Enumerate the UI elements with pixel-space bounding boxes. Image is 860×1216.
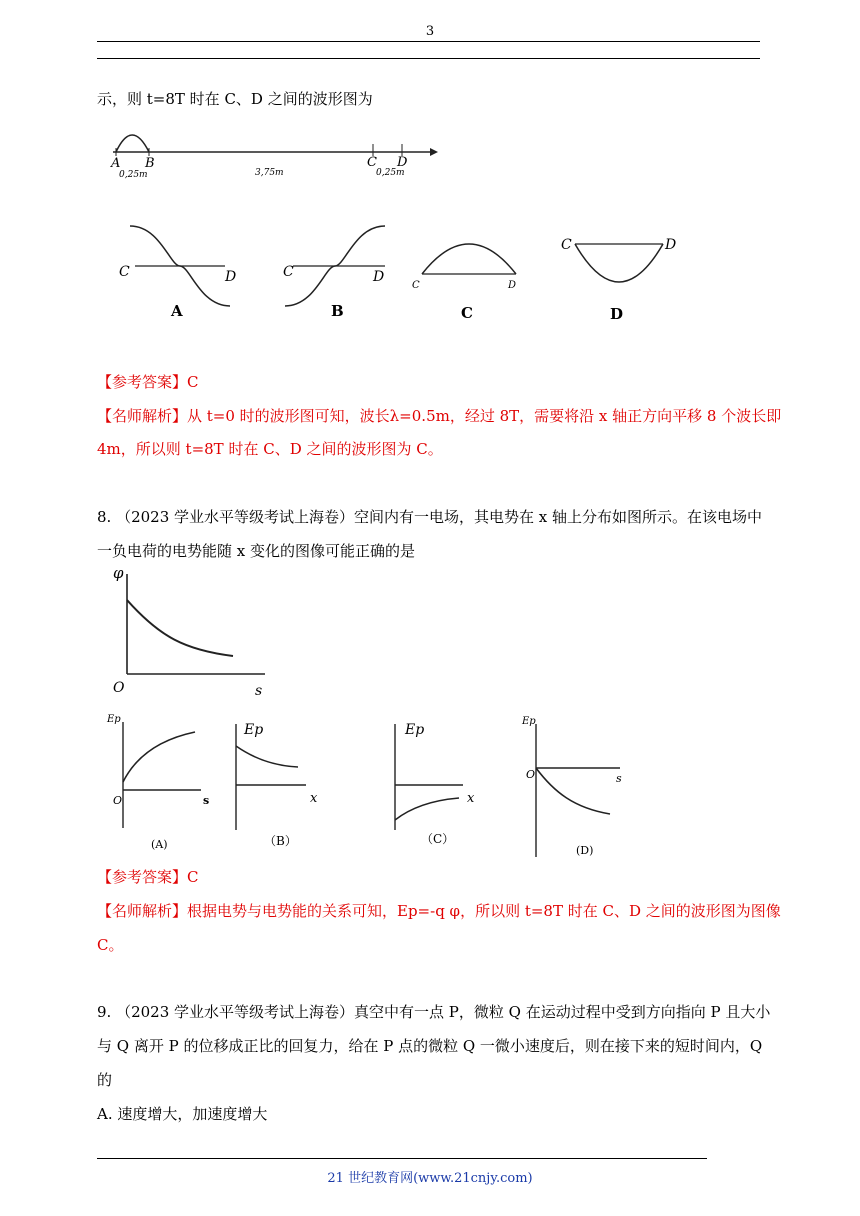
option-c-x-label: x xyxy=(467,791,475,806)
q8-analysis-line1: 【名师解析】根据电势与电势能的关系可知，Ep=-q φ，所以则 t=8T 时在 C、D 之间的波形图为图像 xyxy=(97,902,781,920)
q7-analysis-line1: 【名师解析】从 t=0 时的波形图可知，波长λ=0.5m，经过 8T，需要将沿 x 轴正方向平移 8 个波长即 xyxy=(97,407,782,425)
q8-option-c-graph xyxy=(385,712,495,862)
option-b-x-label: x xyxy=(310,791,318,806)
phi-axis-label: φ xyxy=(113,564,124,582)
q8-option-d-graph xyxy=(512,712,637,862)
axis-arrow-icon xyxy=(430,148,438,156)
option-c-caption: （C） xyxy=(421,832,455,846)
option-d-letter: D xyxy=(610,305,624,323)
q9-stem-line2: 与 Q 离开 P 的位移成正比的回复力，给在 P 点的微粒 Q 一微小速度后，则在接下来的短时间内，Q xyxy=(97,1037,763,1055)
q7-answer: 【参考答案】C xyxy=(97,373,199,391)
origin-label: O xyxy=(113,680,125,696)
footer-rule xyxy=(97,1158,707,1159)
option-a-d-label: D xyxy=(225,269,237,285)
option-a-c-label: C xyxy=(119,264,130,280)
option-c-letter: C xyxy=(461,304,473,322)
option-c-c-label: C xyxy=(412,280,420,291)
page-number: 3 xyxy=(425,24,435,39)
q9-stem-line3: 的 xyxy=(97,1071,113,1089)
option-b-letter: B xyxy=(331,302,344,320)
option-c-d-label: D xyxy=(508,280,517,291)
option-a-origin-label: O xyxy=(113,794,123,807)
q8-stem-line2: 一负电荷的电势能随 x 变化的图像可能正确的是 xyxy=(97,542,415,560)
q8-option-b-graph xyxy=(228,712,338,862)
q7-analysis-line2: 4m，所以则 t=8T 时在 C、D 之间的波形图为 C。 xyxy=(97,440,443,458)
q7-option-b-graph xyxy=(275,218,405,328)
option-a-letter: A xyxy=(171,302,183,320)
option-b-ep-label: Ep xyxy=(244,722,264,738)
q8-analysis-line2: C。 xyxy=(97,936,124,954)
s-axis-label: s xyxy=(255,683,263,699)
option-a-caption: (A) xyxy=(151,838,168,851)
q8-potential-graph xyxy=(105,562,280,704)
q9-option-a: A. 速度增大，加速度增大 xyxy=(97,1105,268,1123)
q8-stem-line1: 8. （2023 学业水平等级考试上海卷）空间内有一电场，其电势在 x 轴上分布如图所示。在该电场中 xyxy=(97,508,763,526)
footer-link[interactable]: 21 世纪教育网(www.21cnjy.com) xyxy=(327,1171,533,1186)
q7-option-c-graph xyxy=(408,228,528,328)
point-b-label: B xyxy=(145,156,155,171)
q8-answer: 【参考答案】C xyxy=(97,868,199,886)
option-d-origin-label: O xyxy=(526,768,536,781)
option-a-s-label: s xyxy=(203,794,210,807)
option-d-caption: (D) xyxy=(576,844,594,857)
option-b-c-label: C xyxy=(283,264,294,280)
distance-bc: 3,75m xyxy=(255,168,284,178)
header-rule-top xyxy=(97,41,760,42)
header-rule-bottom xyxy=(97,58,760,59)
distance-cd: 0,25m xyxy=(376,168,405,178)
q8-option-a-graph xyxy=(105,710,220,860)
q7-intro: 示，则 t=8T 时在 C、D 之间的波形图为 xyxy=(97,90,373,108)
option-d-c-label: C xyxy=(561,237,572,253)
option-b-caption: （B） xyxy=(264,834,297,848)
point-c-label: C xyxy=(367,155,377,170)
option-d-d-label: D xyxy=(665,237,677,253)
distance-ab: 0,25m xyxy=(119,170,148,180)
q7-option-d-graph xyxy=(555,226,695,326)
option-d-s-label: s xyxy=(616,772,622,785)
option-c-ep-label: Ep xyxy=(405,722,425,738)
option-a-ep-label: Ep xyxy=(107,714,121,725)
initial-wave-hump xyxy=(116,135,149,152)
q7-option-a-graph xyxy=(115,218,245,328)
option-d-ep-label: Ep xyxy=(522,716,536,727)
point-d-label: D xyxy=(397,155,408,170)
option-b-d-label: D xyxy=(373,269,385,285)
q7-wave-diagram xyxy=(105,120,445,184)
q9-stem-line1: 9. （2023 学业水平等级考试上海卷）真空中有一点 P，微粒 Q 在运动过程中受到方向指向 P 且大小 xyxy=(97,1003,771,1021)
point-a-label: A xyxy=(111,156,121,171)
